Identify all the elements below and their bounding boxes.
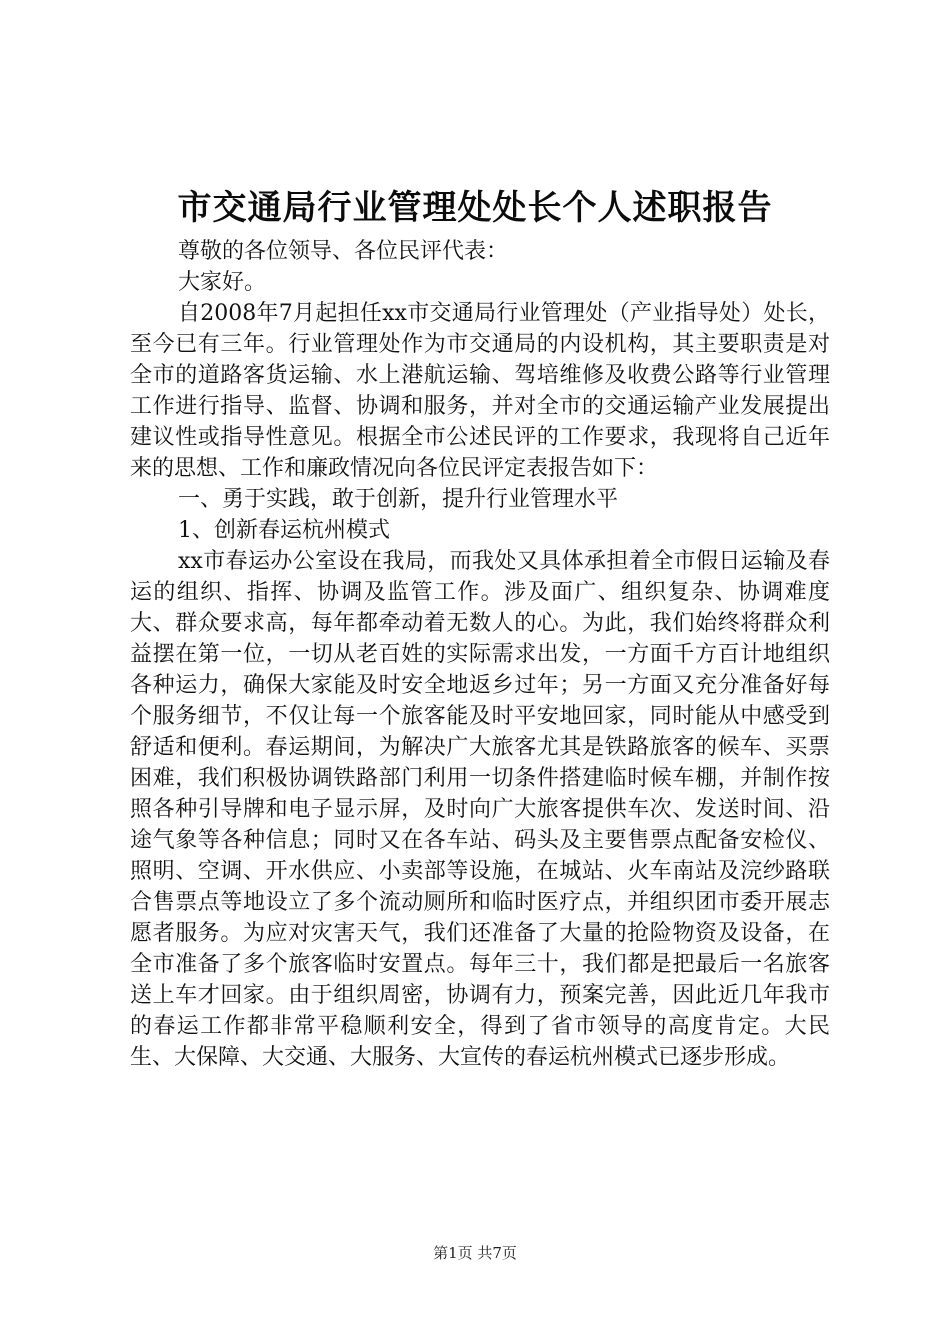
intro-paragraph: 自2008年7月起担任xx市交通局行业管理处（产业指导处）处长，至今已有三年。行业管理处作为市交通局的内设机构，其主要职责是对全市的道路客货运输、水上港航运输、驾培维修及收费公路等行业管理工作进行指导、监督、协调和服务，并对全市的交通运输产业发展提出建议性或指导性意见。根据全市公述民评的工作要求，我现将自己近年来的思想、工作和廉政情况向各位民评定表报告如下： xyxy=(130,301,830,481)
document-title: 市交通局行业管理处处长个人述职报告 xyxy=(177,188,773,228)
body-paragraph: xx市春运办公室设在我局，而我处又具体承担着全市假日运输及春运的组织、指挥、协调及监管工作。涉及面广、组织复杂、协调难度大、群众要求高，每年都牵动着无数人的心。为此，我们始终将群众利益摆在第一位，一切从老百姓的实际需求出发，一方面千方百计地组织各种运力，确保大家能及时安全地返乡过年；另一方面又充分准备好每个服务细节，不仅让每一个旅客能及时平安地回家，同时能从中感受到舒适和便利。春运期间，为解决广大旅客尤其是铁路旅客的候车、买票困难，我们积极协调铁路部门利用一切条件搭建临时候车棚，并制作按照各种引导牌和电子显示屏，及时向广大旅客提供车次、发送时间、沿途气象等各种信息；同时又在各车站、码头及主要售票点配备安检仪、照明、空调、开水供应、小卖部等设施，在城站、火车南站及浣纱路联合售票点等地设立了多个流动厕所和临时医疗点，并组织团市委开展志愿者服务。为应对灾害天气，我们还准备了大量的抢险物资及设备，在全市准备了多个旅客临时安置点。每年三十，我们都是把最后一名旅客送上车才回家。由于组织周密，协调有力，预案完善，因此近几年我市的春运工作都非常平稳顺利安全，得到了省市领导的高度肯定。大民生、大保障、大交通、大服务、大宣传的春运杭州模式已逐步形成。 xyxy=(130,549,830,1070)
document-body xyxy=(130,236,830,1073)
section-heading: 一、勇于实践，敢于创新，提升行业管理水平 xyxy=(178,487,619,512)
greeting: 大家好。 xyxy=(178,270,267,295)
salutation: 尊敬的各位领导、各位民评代表： xyxy=(178,239,509,264)
subsection-heading: 1、创新春运杭州模式 xyxy=(178,518,390,543)
page-footer: 第1页 共7页 xyxy=(433,1244,517,1262)
